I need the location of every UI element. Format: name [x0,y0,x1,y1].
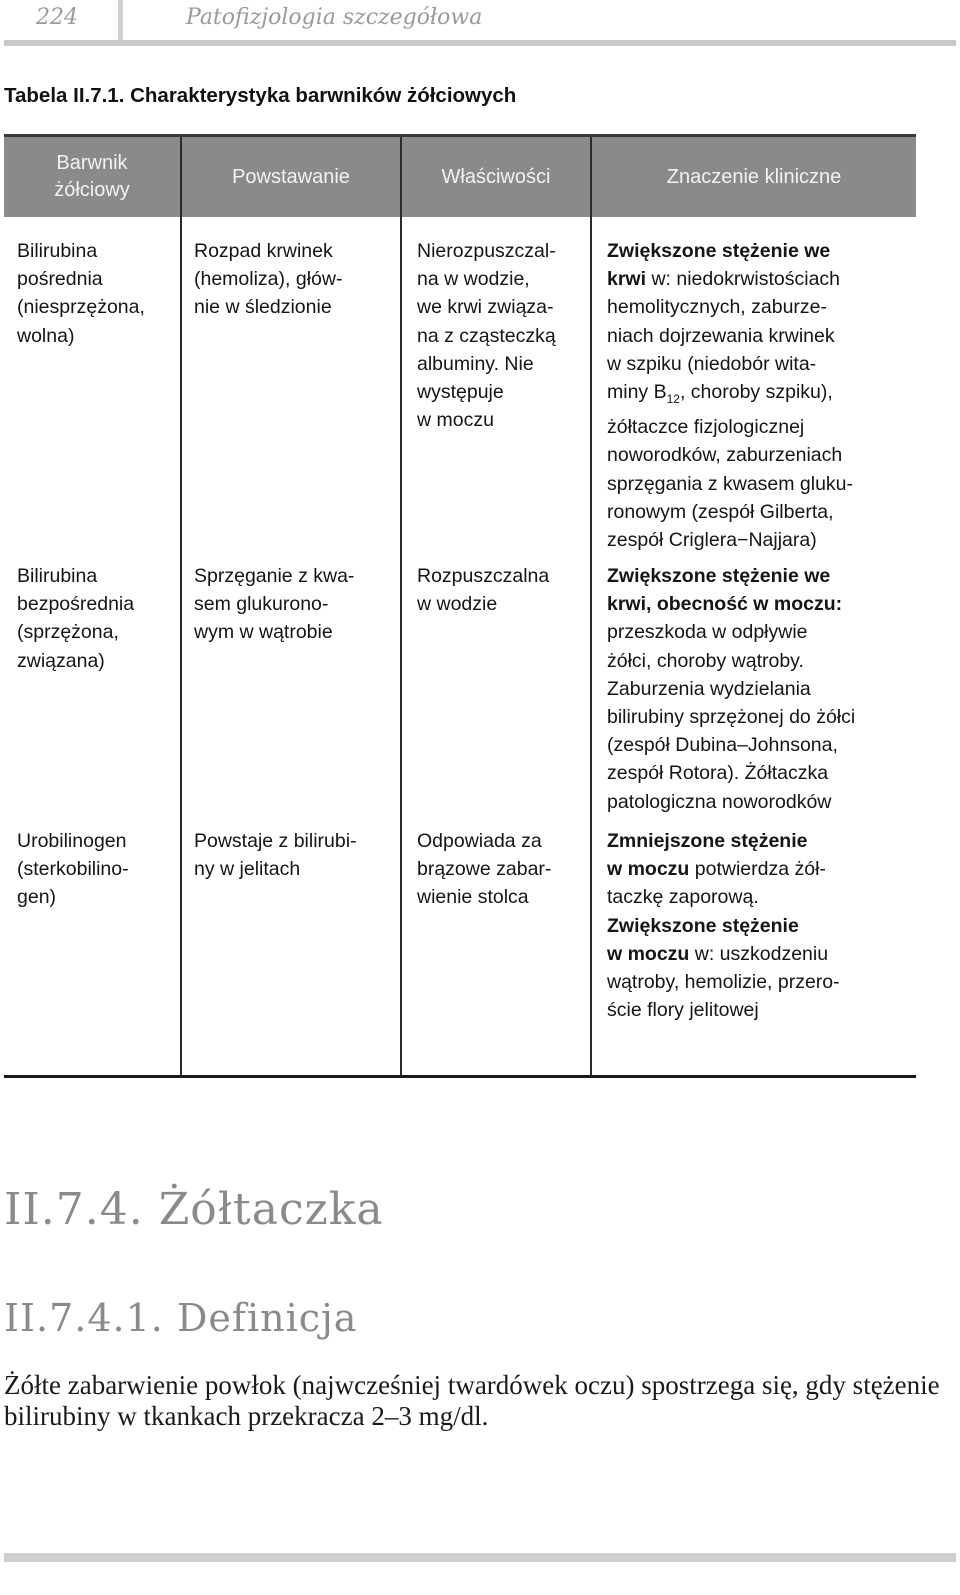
row1-clinical-bold: Zwiększone stężenie we krwi [607,240,831,291]
header-formation: Powstawanie [232,165,350,188]
row1-clinical [607,237,917,554]
table-header-row [4,137,916,217]
row1-clinical-text-a: w: niedokrwistościach hemolitycznych, zaburze- niach dojrzewania krwinek w szpiku (niedobór wita- miny B [607,268,841,404]
row2-properties: Rozpuszczalna w wodzie [417,565,550,616]
row2-clinical [607,562,917,816]
row3-pigment: Urobilinogen (sterkobilino- gen) [17,830,129,909]
row3-clinical-bold-1: Zmniejszone stężenie w moczu [607,830,808,881]
row3-formation: Powstaje z bilirubi- ny w jelitach [194,830,357,881]
header-properties: Właściwości [441,165,551,188]
section-title: II.7.4. Żółtaczka [4,1184,384,1235]
row3-clinical-text-2: w: uszkodzeniu wątroby, hemolizie, przero- ście flory jelitowej [607,942,840,1022]
row1-properties: Nierozpuszczal- na w wodzie, we krwi związa- na z cząsteczką albuminy. Nie występuje w moczu [417,240,556,432]
header-pigment-label: Barwnik żółciowy [54,152,130,201]
row1-clinical-sub: 12 [666,391,680,406]
row2-clinical-bold: Zwiększone stężenie we krwi, obecność w moczu: [607,565,843,616]
header-divider [118,0,123,40]
row3-clinical-bold-2: Zwiększone stężenie w moczu [607,914,799,965]
row2-pigment: Bilirubina bezpośrednia (sprzężona, związana) [17,565,135,672]
column-divider [400,137,402,1075]
row2-formation: Sprzęganie z kwa- sem glukurono- wym w wątrobie [194,565,355,644]
row1-clinical-text-b: , choroby szpiku), żółtaczce fizjologicznej noworodków, zaburzeniach sprzęgania z kwasem gluku- ronowym (zespół Gilberta, zespół Criglera−Najjara) [607,381,854,551]
table-caption: Tabela II.7.1. Charakterystyka barwników żółciowych [4,84,517,107]
row1-pigment: Bilirubina pośrednia (niesprzężona, wolna) [17,240,145,347]
footer-bar [4,1553,956,1562]
page-header [4,0,956,46]
subsection-title: II.7.4.1. Definicja [4,1296,358,1340]
page-number: 224 [36,5,78,30]
row3-clinical-text-1: potwierdza żół- taczkę zaporową. [607,858,826,909]
definition-paragraph: Żółte zabarwienie powłok (najwcześniej twardówek oczu) spostrzega się, gdy stężenie bilirubiny w tkankach przekracza 2–3 mg/dl. [4,1370,940,1431]
running-title: Patofizjologia szczegółowa [186,5,483,30]
row3-properties: Odpowiada za brązowe zabar- wienie stolca [417,830,552,909]
row2-clinical-text: przeszkoda w odpływie żółci, choroby wątroby. Zaburzenia wydzielania bilirubiny sprzężonej do żółci (zespół Dubina–Johnsona, zespół Rotora). Żółtaczka patologiczna noworodków [607,621,856,813]
header-clinical: Znaczenie kliniczne [666,165,842,188]
row1-formation: Rozpad krwinek (hemoliza), głów- nie w śledzionie [194,240,343,319]
row3-clinical [607,827,917,1024]
bile-pigments-table [4,134,916,1078]
header-pigment [4,137,180,217]
